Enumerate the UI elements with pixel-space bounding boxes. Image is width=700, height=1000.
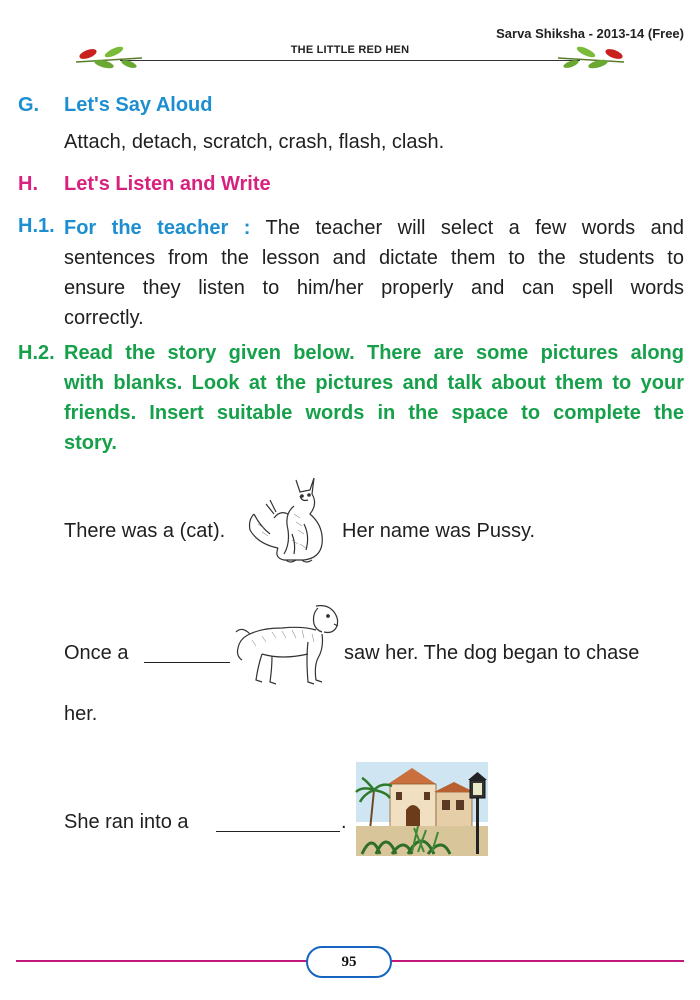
h1-line-1: The teacher will select a few words and [265,217,684,239]
dog-illustration-icon [232,598,342,690]
h1-lead: For the teacher : [64,217,251,239]
story-line-2-continuation: her. [64,703,98,725]
page-number: 95 [306,946,392,978]
section-g-words: Attach, detach, scratch, crash, flash, clash. [64,131,445,153]
dog-answer-blank[interactable] [144,642,230,663]
story-line-1-before: There was a (cat). [64,520,226,542]
chapter-title: THE LITTLE RED HEN [290,44,410,56]
h2-paragraph [64,338,684,458]
header-series-info: Sarva Shiksha - 2013-14 (Free) [496,26,684,41]
story-line-1-after: Her name was Pussy. [342,520,536,542]
section-g-title: Let's Say Aloud [64,94,213,116]
story-line-2-before: Once a [64,642,129,664]
header-rule [120,60,580,61]
h2-line-1: Read the story given below. There are some pictures along [64,342,684,364]
house-illustration-icon [352,756,492,860]
h2-label: H.2. [18,342,55,364]
story-line-3-before: She ran into a [64,811,189,833]
h2-line-4: story. [64,432,117,454]
h1-paragraph [64,213,684,333]
h1-line-3: ensure they listen to him/her properly and can spell words [64,277,684,299]
h1-label: H.1. [18,215,55,237]
h1-line-4: correctly. [64,307,144,329]
house-answer-blank[interactable] [216,811,340,832]
h1-line-2: sentences from the lesson and dictate them to the students to [64,247,684,269]
section-h-title: Let's Listen and Write [64,173,271,195]
right-leaf-sprig-icon [556,40,626,70]
section-h-label: H. [18,173,38,195]
left-leaf-sprig-icon [74,40,144,70]
h2-line-2: with blanks. Look at the pictures and talk about them to your [64,372,684,394]
h2-line-3: friends. Insert suitable words in the space to complete the [64,402,684,424]
story-line-2-after: saw her. The dog began to chase [344,642,640,664]
section-g-label: G. [18,94,40,116]
story-line-3-after: . [341,811,347,833]
cat-illustration-icon [244,474,340,566]
